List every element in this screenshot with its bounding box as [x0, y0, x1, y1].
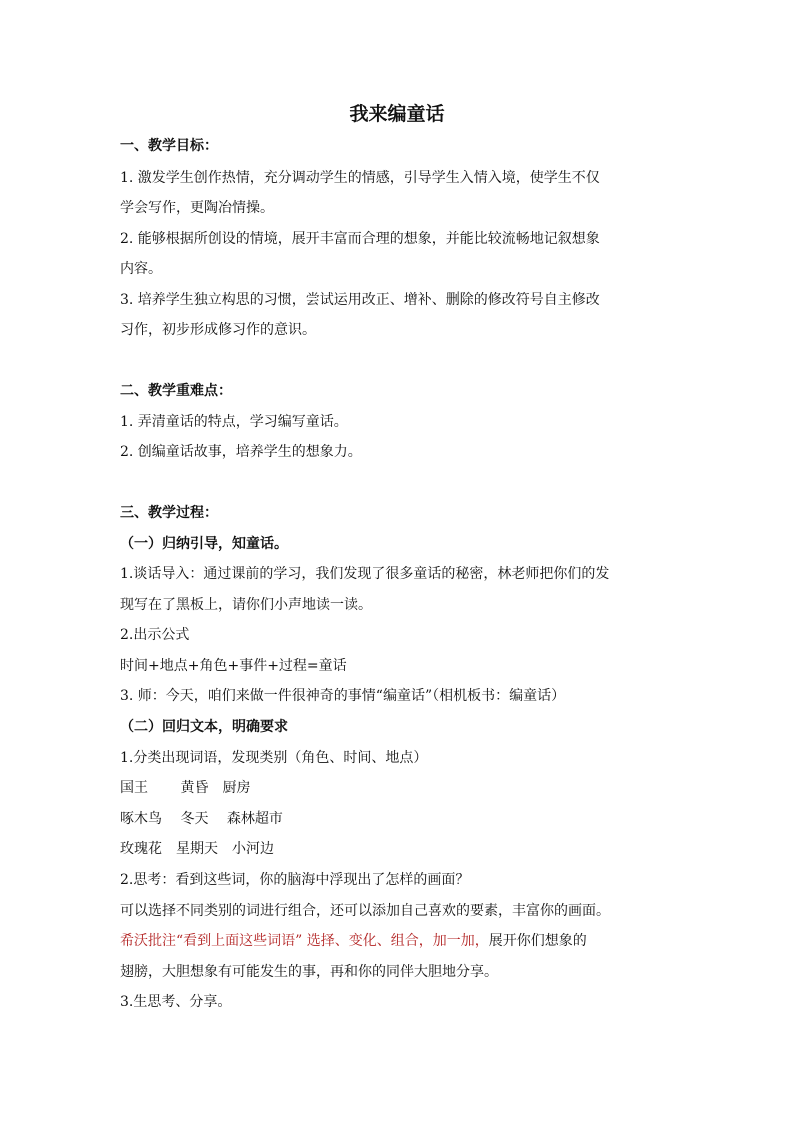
- formula: 时间+地点+角色+事件+过程=童话: [120, 658, 347, 674]
- annotation-line-2: 翅膀，大胆想象有可能发生的事，再和你的同伴大胆地分享。: [120, 964, 498, 980]
- goal-1-line-1: 1. 激发学生创作热情，充分调动学生的情感，引导学生入情入境，使学生不仅: [120, 170, 600, 186]
- word-row-1: 国王 黄昏 厨房: [120, 780, 251, 796]
- question-2: 2.思考：看到这些词，你的脑海中浮现出了怎样的画面？: [120, 872, 470, 888]
- goal-3-line-2: 习作，初步形成修习作的意识。: [120, 322, 316, 338]
- word-row-2: 啄木鸟 冬天 森林超市: [120, 811, 283, 827]
- subsection-heading-1: （一）归纳引导，知童话。: [120, 536, 288, 552]
- process-2: 2.出示公式: [120, 627, 190, 643]
- goal-3-line-1: 3. 培养学生独立构思的习惯，尝试运用改正、增补、删除的修改符号自主修改: [120, 292, 600, 308]
- goal-1-line-2: 学会写作，更陶冶情操。: [120, 200, 274, 216]
- section-heading-key-points: 二、教学重难点：: [120, 383, 232, 399]
- key-point-1: 1. 弄清童话的特点，学习编写童话。: [120, 414, 348, 430]
- annotation-line-1: [120, 931, 680, 951]
- section-heading-process: 三、教学过程：: [120, 505, 218, 521]
- subsection-heading-2: （二）回归文本，明确要求: [120, 719, 288, 735]
- section-heading-goals: 一、教学目标：: [120, 138, 218, 154]
- process-1-line-2: 现写在了黑板上，请你们小声地读一读。: [120, 597, 372, 613]
- annotation-black-text: 展开你们想象的: [488, 933, 587, 949]
- word-row-3: 玫瑰花 星期天 小河边: [120, 841, 274, 857]
- process-3: 3. 师：今天，咱们来做一件很神奇的事情“编童话”（相机板书：编童话）: [120, 688, 566, 704]
- goal-2-line-2: 内容。: [120, 261, 162, 277]
- question-1: 1.分类出现词语，发现类别（角色、时间、地点）: [120, 750, 428, 766]
- annotation-red-text: 希沃批注“看到上面这些词语” 选择、变化、组合，加一加，: [120, 933, 489, 949]
- question-2-text: 可以选择不同类别的词进行组合，还可以添加自己喜欢的要素，丰富你的画面。: [120, 903, 610, 919]
- goal-2-line-1: 2. 能够根据所创设的情境，展开丰富而合理的想象，并能比较流畅地记叙想象: [120, 231, 600, 247]
- key-point-2: 2. 创编童话故事，培养学生的想象力。: [120, 444, 362, 460]
- question-3: 3.生思考、分享。: [120, 994, 232, 1010]
- document-title: 我来编童话: [349, 103, 445, 125]
- process-1-line-1: 1.谈话导入：通过课前的学习，我们发现了很多童话的秘密，林老师把你们的发: [120, 566, 610, 582]
